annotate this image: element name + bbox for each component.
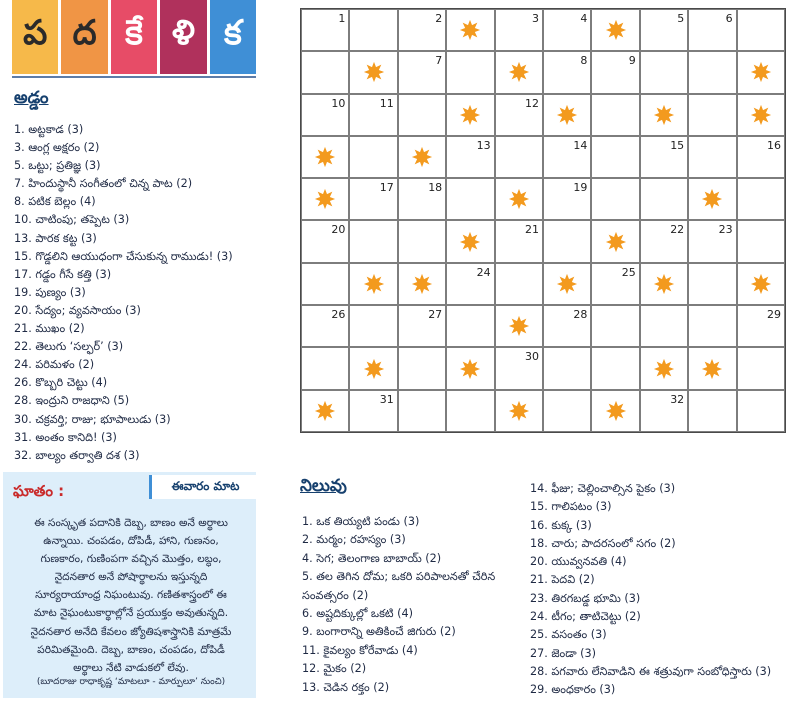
- star-icon: [314, 188, 336, 210]
- grid-cell[interactable]: [543, 51, 591, 93]
- down-clue: 16. కుక్క (3): [530, 518, 592, 532]
- cell-number: 29: [767, 308, 781, 322]
- grid-cell[interactable]: [398, 51, 446, 93]
- grid-cell-blocked: [640, 347, 688, 389]
- crossword-grid: [300, 8, 786, 433]
- down-clue: 27. జెండా (3): [530, 646, 597, 660]
- grid-cell[interactable]: [688, 9, 736, 51]
- grid-cell[interactable]: [301, 263, 349, 305]
- cell-number: 22: [670, 223, 685, 237]
- grid-cell-blocked: [446, 220, 494, 262]
- grid-cell[interactable]: [688, 51, 736, 93]
- hint-line: సూర్యరాయాంధ్ర నిఘంటువు. గణితశాస్త్రంలో ఈ: [35, 589, 227, 602]
- grid-cell-blocked: [349, 347, 397, 389]
- grid-cell-blocked: [591, 9, 639, 51]
- title-tiles: [12, 0, 256, 74]
- grid-cell[interactable]: [640, 390, 688, 432]
- star-icon: [653, 273, 675, 295]
- grid-cell-blocked: [398, 263, 446, 305]
- grid-cell[interactable]: [640, 305, 688, 347]
- across-clue: 10. చాటింపు; తప్పెట (3): [14, 213, 130, 227]
- down-clue: 15. గాలిపటం (3): [530, 500, 612, 514]
- across-clue: 31. అంతం కానిది! (3): [14, 430, 117, 444]
- grid-cell-blocked: [495, 178, 543, 220]
- across-clue: 19. పుణ్యం (3): [14, 285, 86, 299]
- grid-cell[interactable]: [398, 390, 446, 432]
- down-clue: 1. ఒక తియ్యటి పండు (3): [302, 515, 420, 528]
- grid-cell-blocked: [543, 263, 591, 305]
- grid-cell[interactable]: [349, 220, 397, 262]
- hint-source: (బూదరాజు రాధాకృష్ణ ‘మాటలూ - మార్పులూ’ నుంచి): [36, 677, 226, 687]
- across-clue: 30. చక్రవర్తి; రాజు; భూపాలుడు (3): [14, 412, 171, 426]
- down-clue: 25. వసంతం (3): [530, 628, 607, 642]
- down-clue-list-1: [302, 513, 532, 697]
- cell-number: 32: [670, 392, 685, 406]
- down-clue: 11. కైవల్యం కోరేవాడు (4): [302, 643, 418, 657]
- cell-number: 7: [435, 54, 443, 68]
- grid-cell-blocked: [495, 305, 543, 347]
- grid-cell[interactable]: [737, 347, 785, 389]
- across-clue: 1. అట్టకాడ (3): [14, 123, 84, 136]
- down-clue: 29. అంధకారం (3): [530, 683, 616, 697]
- star-icon: [363, 358, 385, 380]
- star-icon: [605, 231, 627, 253]
- cell-number: 28: [573, 308, 588, 322]
- cell-number: 24: [476, 265, 491, 279]
- grid-cell[interactable]: [737, 305, 785, 347]
- grid-cell[interactable]: [688, 136, 736, 178]
- down-clue: 14. ఫీజు; చెల్లించాల్సిన పైకం (3): [530, 482, 676, 495]
- grid-cell[interactable]: [495, 347, 543, 389]
- across-clue-list: [14, 121, 299, 465]
- grid-cell-blocked: [349, 51, 397, 93]
- grid-cell[interactable]: [349, 136, 397, 178]
- across-heading: అడ్డం: [14, 88, 49, 108]
- grid-cell[interactable]: [301, 347, 349, 389]
- grid-cell[interactable]: [591, 51, 639, 93]
- star-icon: [701, 188, 723, 210]
- grid-cell-blocked: [495, 390, 543, 432]
- grid-cell[interactable]: [640, 51, 688, 93]
- grid-cell[interactable]: [543, 305, 591, 347]
- cell-number: 1: [338, 12, 346, 25]
- across-clue: 17. గడ్డం గీసే కత్తి (3): [14, 267, 112, 281]
- grid-cell[interactable]: [543, 9, 591, 51]
- grid-cell-blocked: [349, 263, 397, 305]
- hint-tag: ఈవారం మాట: [149, 475, 259, 499]
- star-icon: [653, 104, 675, 126]
- cell-number: 15: [670, 138, 685, 152]
- title-tile: ప: [12, 0, 58, 74]
- down-clue: 6. అష్టదిక్కుల్లో ఒకటి (4): [302, 606, 413, 620]
- hint-body: [15, 514, 247, 677]
- hint-line: నైదనతార అనేది కేవలం జ్యోతిషశాస్త్రానికి మాత్రమే: [30, 625, 232, 638]
- grid-cell[interactable]: [591, 263, 639, 305]
- grid-cell[interactable]: [737, 390, 785, 432]
- grid-cell-blocked: [737, 263, 785, 305]
- grid-cell-blocked: [446, 9, 494, 51]
- down-clue: 5. తల తెగిన దోమ; ఒకరి పరిపాలనతో చేరిన సంవత్సరం (2): [302, 570, 496, 602]
- grid-cell[interactable]: [446, 178, 494, 220]
- grid-cell[interactable]: [543, 136, 591, 178]
- across-clue: 26. కొబ్బరి చెట్టు (4): [14, 376, 108, 390]
- star-icon: [556, 104, 578, 126]
- cell-number: 31: [379, 392, 394, 406]
- grid-cell[interactable]: [446, 136, 494, 178]
- grid-cell[interactable]: [301, 220, 349, 262]
- star-icon: [508, 315, 530, 337]
- down-clue: 28. పగవారు లేనివాడిని ఈ శత్రువుగా సంబోధిస్తారు (3): [530, 664, 772, 678]
- grid-cell-blocked: [301, 136, 349, 178]
- cell-number: 10: [331, 96, 346, 110]
- grid-cell-blocked: [591, 390, 639, 432]
- cell-number: 13: [476, 138, 491, 152]
- grid-cell[interactable]: [301, 9, 349, 51]
- grid-cell[interactable]: [398, 347, 446, 389]
- star-icon: [750, 104, 772, 126]
- across-clue: 32. బాల్యం తర్వాతి దశ (3): [14, 448, 140, 462]
- across-clue: 5. ఒట్టు; ప్రతిజ్ఞ (3): [14, 159, 101, 173]
- star-icon: [508, 61, 530, 83]
- cell-number: 30: [525, 350, 539, 364]
- star-icon: [750, 61, 772, 83]
- down-clue: 13. చెడిన రక్తం (2): [302, 680, 390, 694]
- down-heading: నిలువు: [300, 476, 347, 496]
- cell-number: 19: [573, 181, 588, 195]
- cell-number: 25: [621, 265, 636, 279]
- grid-cell[interactable]: [640, 178, 688, 220]
- grid-cell-blocked: [737, 94, 785, 136]
- across-clue: 15. గొడ్డలిని ఆయుధంగా చేసుకున్న రాముడు! (3): [14, 249, 233, 263]
- title-tile: కే: [111, 0, 157, 74]
- across-clue: 21. ముఖం (2): [14, 322, 85, 336]
- grid-cell[interactable]: [591, 305, 639, 347]
- hint-line: నైదనతార అనే పోషార్థాలను ఇస్తున్నది: [54, 571, 208, 584]
- grid-cell[interactable]: [398, 305, 446, 347]
- star-icon: [459, 358, 481, 380]
- grid-cell-blocked: [301, 390, 349, 432]
- grid-cell[interactable]: [301, 305, 349, 347]
- grid-cell[interactable]: [398, 9, 446, 51]
- across-clue: 13. పారక కట్ట (3): [14, 231, 97, 245]
- grid-cell[interactable]: [640, 220, 688, 262]
- grid-cell-blocked: [495, 51, 543, 93]
- grid-cell[interactable]: [688, 220, 736, 262]
- star-icon: [556, 273, 578, 295]
- star-icon: [314, 146, 336, 168]
- grid-cell[interactable]: [495, 9, 543, 51]
- grid-cell-blocked: [543, 94, 591, 136]
- cell-number: 6: [725, 12, 733, 25]
- down-clue: 21. పెదవి (2): [530, 573, 595, 587]
- grid-cell[interactable]: [301, 94, 349, 136]
- grid-cell[interactable]: [688, 94, 736, 136]
- cell-number: 11: [379, 96, 394, 110]
- grid-cell-blocked: [446, 347, 494, 389]
- star-icon: [411, 146, 433, 168]
- cell-number: 14: [573, 138, 588, 152]
- grid-cell[interactable]: [446, 263, 494, 305]
- grid-cell[interactable]: [349, 305, 397, 347]
- grid-cell-blocked: [640, 263, 688, 305]
- hint-title: ఘాతం :: [13, 482, 65, 500]
- across-clue: 8. పటిక బెల్లం (4): [14, 195, 96, 209]
- grid-cell[interactable]: [446, 390, 494, 432]
- grid-cell-blocked: [446, 94, 494, 136]
- star-icon: [363, 61, 385, 83]
- star-icon: [314, 400, 336, 422]
- grid-cell[interactable]: [737, 220, 785, 262]
- across-clue: 24. పరిమళం (2): [14, 358, 95, 372]
- hint-line: మాట నైఘంటుకార్థాల్లోనే ప్రయుక్తం అవుతున్నది.: [33, 607, 229, 620]
- star-icon: [363, 273, 385, 295]
- hint-line: గుణకారం, గుణింపగా వచ్చిన మొత్తం, లబ్ధం,: [40, 553, 222, 566]
- star-icon: [411, 273, 433, 295]
- grid-cell-blocked: [640, 94, 688, 136]
- grid-cell-blocked: [398, 136, 446, 178]
- grid-cell[interactable]: [349, 94, 397, 136]
- grid-cell-blocked: [737, 51, 785, 93]
- across-clue: 7. హిందుస్థానీ సంగీతంలో చిన్న పాట (2): [14, 177, 193, 191]
- grid-cell[interactable]: [398, 178, 446, 220]
- grid-cell[interactable]: [543, 390, 591, 432]
- grid-cell[interactable]: [591, 178, 639, 220]
- across-clue: 28. ఇంద్రుని రాజధాని (5): [14, 394, 130, 408]
- grid-cell[interactable]: [301, 51, 349, 93]
- grid-cell-blocked: [688, 347, 736, 389]
- grid-cell-blocked: [591, 220, 639, 262]
- down-clue: 18. చారు; పాదరసంలో సగం (2): [530, 536, 676, 550]
- down-clue: 2. మర్మం; రహస్యం (3): [302, 533, 406, 547]
- hint-line: ఈ సంస్కృత పదానికి దెబ్బ, బాణం అనే అర్థాలు: [34, 517, 228, 529]
- grid-cell[interactable]: [591, 347, 639, 389]
- cell-number: 9: [628, 54, 636, 68]
- cell-number: 27: [428, 308, 443, 322]
- grid-cell[interactable]: [640, 9, 688, 51]
- star-icon: [459, 231, 481, 253]
- hint-line: అర్థాలు నేటి వాడుకలో లేవు.: [73, 661, 189, 674]
- grid-cell[interactable]: [688, 263, 736, 305]
- grid-cell[interactable]: [737, 9, 785, 51]
- down-clue-list-2: [530, 480, 795, 700]
- grid-cell[interactable]: [495, 220, 543, 262]
- grid-cell[interactable]: [446, 51, 494, 93]
- across-clue: 20. సేద్యం; వ్యవసాయం (3): [14, 303, 141, 317]
- grid-cell[interactable]: [688, 305, 736, 347]
- grid-cell[interactable]: [495, 136, 543, 178]
- star-icon: [605, 19, 627, 41]
- down-clue: 4. సెగ; తెలంగాణ బాబాయ్ (2): [302, 551, 442, 565]
- grid-cell[interactable]: [543, 347, 591, 389]
- cell-number: 26: [331, 308, 346, 322]
- grid-cell[interactable]: [543, 220, 591, 262]
- down-clue: 23. తిరగబడ్డ భూమి (3): [530, 591, 641, 605]
- grid-cell[interactable]: [688, 390, 736, 432]
- cell-number: 4: [580, 12, 588, 25]
- star-icon: [459, 19, 481, 41]
- grid-cell[interactable]: [349, 178, 397, 220]
- across-clue: 22. తెలుగు ‘సల్ఫర్’ (3): [14, 340, 124, 354]
- cell-number: 12: [525, 96, 539, 110]
- cell-number: 21: [525, 223, 539, 237]
- grid-cell[interactable]: [398, 220, 446, 262]
- star-icon: [508, 188, 530, 210]
- title-divider: [12, 76, 256, 78]
- cell-number: 23: [718, 223, 733, 237]
- grid-cell-blocked: [688, 178, 736, 220]
- grid-cell[interactable]: [591, 94, 639, 136]
- grid-cell[interactable]: [495, 94, 543, 136]
- grid-cell[interactable]: [349, 9, 397, 51]
- cell-number: 2: [435, 12, 443, 25]
- hint-line: పరిమితమైంది. దెబ్బ, బాణం, చంపడం, దోపిడీ: [37, 643, 225, 656]
- star-icon: [750, 273, 772, 295]
- grid-cell[interactable]: [446, 305, 494, 347]
- grid-cell[interactable]: [640, 136, 688, 178]
- cell-number: 3: [532, 12, 539, 25]
- cell-number: 16: [767, 138, 781, 152]
- grid-cell[interactable]: [349, 390, 397, 432]
- grid-cell[interactable]: [737, 178, 785, 220]
- across-clue: 3. ఆంగ్ల అక్షరం (2): [14, 141, 100, 155]
- grid-cell[interactable]: [543, 178, 591, 220]
- cell-number: 5: [677, 12, 685, 25]
- down-clue: 20. యువ్వనవతి (4): [530, 555, 627, 569]
- title-tile: ళి: [160, 0, 206, 74]
- star-icon: [701, 358, 723, 380]
- grid-cell[interactable]: [398, 94, 446, 136]
- grid-cell[interactable]: [591, 136, 639, 178]
- cell-number: 8: [580, 54, 588, 68]
- down-clue: 12. మైకం (2): [302, 662, 367, 676]
- grid-cell-blocked: [301, 178, 349, 220]
- word-of-week-box: [3, 472, 256, 698]
- star-icon: [605, 400, 627, 422]
- star-icon: [459, 104, 481, 126]
- star-icon: [508, 400, 530, 422]
- cell-number: 18: [428, 181, 443, 195]
- star-icon: [653, 358, 675, 380]
- down-clue: 9. బంగారాన్ని అతికించే జిగురు (2): [302, 625, 456, 639]
- cell-number: 20: [331, 223, 346, 237]
- down-clue: 24. టీగం; తాటిచెట్టు (2): [530, 610, 641, 624]
- cell-number: 17: [379, 181, 394, 195]
- title-tile: క: [210, 0, 256, 74]
- grid-cell[interactable]: [737, 136, 785, 178]
- title-tile: ద: [61, 0, 107, 74]
- grid-cell[interactable]: [495, 263, 543, 305]
- hint-line: ఉన్నాయి. చంపడం, దోపిడీ, హాని, గుణనం,: [43, 535, 219, 548]
